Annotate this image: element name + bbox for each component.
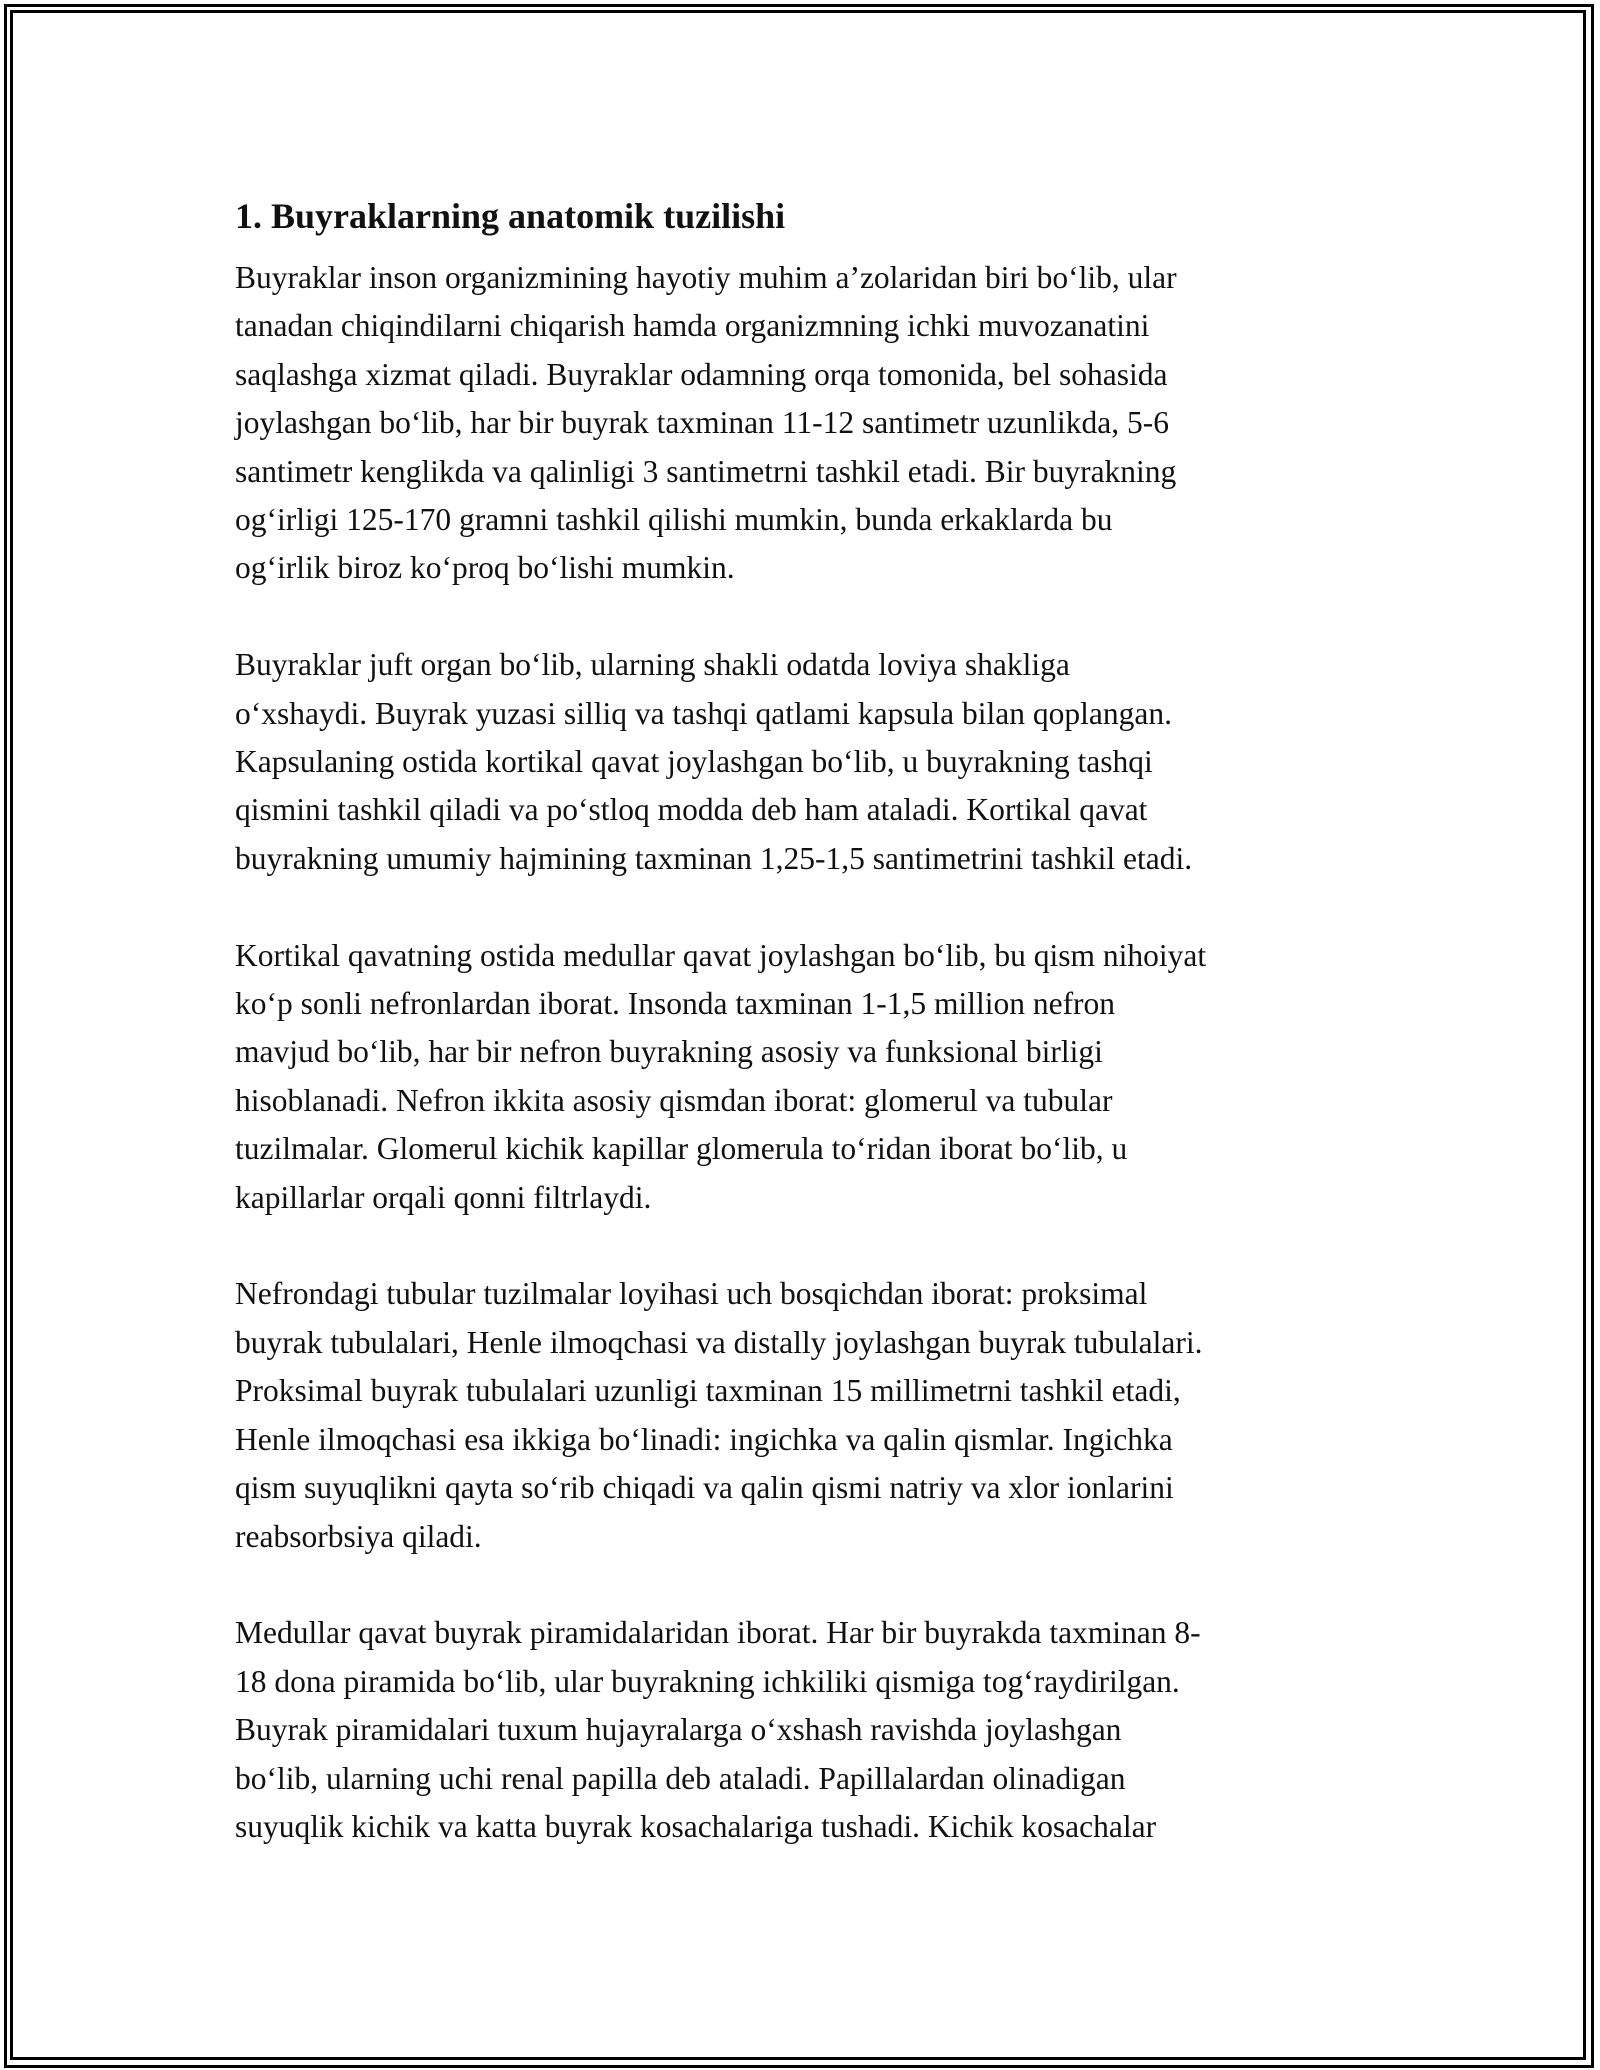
text-line: og‘irligi 125-170 gramni tashkil qilishi mumkin, bunda erkaklarda bu [235,502,1113,538]
text-line: kapillarlar orqali qonni filtrlaydi. [235,1179,652,1215]
text-line: tanadan chiqindilarni chiqarish hamda organizmning ichki muvozanatini [235,308,1150,344]
paragraph-2 [235,641,1370,883]
paragraph-4 [235,1270,1370,1560]
text-line: Buyraklar juft organ bo‘lib, ularning shakli odatda loviya shakliga [235,647,1070,683]
text-line: o‘xshaydi. Buyrak yuzasi silliq va tashqi qatlami kapsula bilan qoplangan. [235,695,1172,731]
paragraph-3 [235,932,1370,1222]
text-line: tuzilmalar. Glomerul kichik kapillar glomerula to‘ridan iborat bo‘lib, u [235,1131,1128,1167]
paragraph-5 [235,1609,1370,1851]
text-line: og‘irlik biroz ko‘proq bo‘lishi mumkin. [235,550,735,586]
text-line: Buyraklar inson organizmining hayotiy muhim a’zolaridan biri bo‘lib, ular [235,260,1177,295]
text-line: Henle ilmoqchasi esa ikkiga bo‘linadi: ingichka va qalin qismlar. Ingichka [235,1421,1173,1457]
text-line: ko‘p sonli nefronlardan iborat. Insonda taxminan 1-1,5 million nefron [235,986,1116,1022]
text-line: bo‘lib, ularning uchi renal papilla deb ataladi. Papillalardan olinadigan [235,1760,1126,1796]
text-line: suyuqlik kichik va katta buyrak kosachalariga tushadi. Kichik kosachalar [235,1808,1157,1844]
text-line: joylashgan bo‘lib, har bir buyrak taxminan 11-12 santimetr uzunlikda, 5-6 [235,405,1169,441]
text-line: Kapsulaning ostida kortikal qavat joylashgan bo‘lib, u buyrakning tashqi [235,744,1153,780]
text-line: santimetr kenglikda va qalinligi 3 santimetrni tashkil etadi. Bir buyrakning [235,453,1177,489]
text-line: reabsorbsiya qiladi. [235,1518,482,1554]
text-line: Kortikal qavatning ostida medullar qavat joylashgan bo‘lib, bu qism nihoiyat [235,937,1207,973]
text-line: qismini tashkil qiladi va po‘stloq modda deb ham ataladi. Kortikal qavat [235,792,1148,828]
text-line: buyrak tubulalari, Henle ilmoqchasi va distally joylashgan buyrak tubulalari. [235,1324,1203,1360]
text-line: mavjud bo‘lib, har bir nefron buyrakning asosiy va funksional birligi [235,1034,1103,1070]
text-line: saqlashga xizmat qiladi. Buyraklar odamning orqa tomonida, bel sohasida [235,356,1168,392]
text-line: Proksimal buyrak tubulalari uzunligi taxminan 15 millimetrni tashkil etadi, [235,1373,1181,1409]
text-line: buyrakning umumiy hajmining taxminan 1,25-1,5 santimetrini tashkil etadi. [235,840,1193,876]
section-heading: 1. Buyraklarning anatomik tuzilishi [235,196,786,236]
text-line: 18 dona piramida bo‘lib, ular buyrakning ichkiliki qismiga tog‘raydirilgan. [235,1663,1180,1699]
text-line: Medullar qavat buyrak piramidalaridan iborat. Har bir buyrakda taxminan 8- [235,1615,1201,1651]
document-body [235,188,1370,1900]
text-line: Buyrak piramidalari tuxum hujayralarga o‘xshash ravishda joylashgan [235,1712,1122,1748]
text-line: Nefrondagi tubular tuzilmalar loyihasi uch bosqichdan iborat: proksimal [235,1276,1148,1312]
text-line: qism suyuqlikni qayta so‘rib chiqadi va qalin qismi natriy va xlor ionlarini [235,1470,1174,1506]
text-line: hisoblanadi. Nefron ikkita asosiy qismdan iborat: glomerul va tubular [235,1082,1113,1118]
paragraph-1 [235,254,1370,593]
